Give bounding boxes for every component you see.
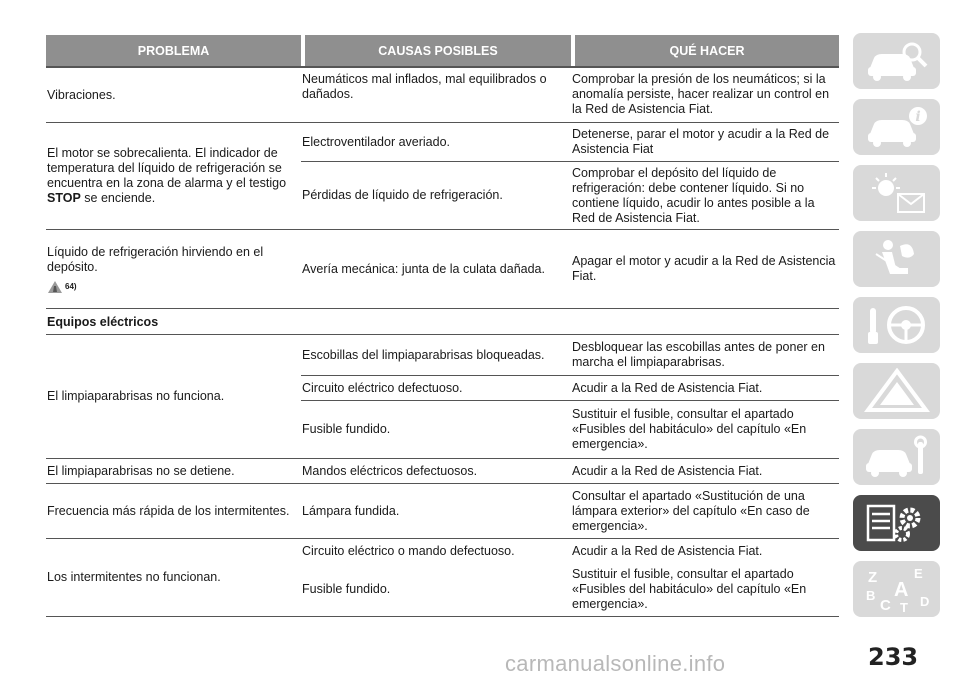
cause-cell: Fusible fundido. bbox=[302, 422, 391, 436]
car-info-icon bbox=[862, 104, 932, 150]
cause-cell: Avería mecánica: junta de la culata dañada. bbox=[302, 261, 545, 276]
tab-alphabetical-index[interactable] bbox=[853, 561, 940, 617]
index-letter: B bbox=[865, 588, 875, 603]
header-problem: PROBLEMA bbox=[46, 35, 301, 66]
table-row bbox=[46, 335, 839, 459]
table-row bbox=[46, 66, 839, 123]
car-search-icon bbox=[862, 38, 932, 84]
cause-cell: Circuito eléctrico defectuoso. bbox=[302, 380, 463, 395]
problem-cell: Vibraciones. bbox=[47, 87, 116, 102]
problem-text-tail: se enciende. bbox=[84, 191, 156, 205]
table-row bbox=[46, 123, 839, 230]
problem-cell: Frecuencia más rápida de los intermitentes. bbox=[47, 503, 290, 518]
action-cell: Apagar el motor y acudir a la Red de Asistencia Fiat. bbox=[572, 254, 836, 283]
table-header bbox=[46, 35, 839, 66]
watermark: carmanualsonline.info bbox=[505, 651, 726, 676]
section-title-electrical: Equipos eléctricos bbox=[46, 309, 839, 335]
alphabet-index-icon bbox=[862, 566, 932, 612]
table-row bbox=[46, 230, 839, 309]
tab-technical-data[interactable] bbox=[853, 495, 940, 551]
tab-emergency[interactable] bbox=[853, 363, 940, 419]
action-cell: Comprobar el depósito del líquido de refrigeración: debe contener líquido. Si no contiene líquido, acudir lo antes posible a la Red de Asistencia Fiat. bbox=[572, 165, 815, 225]
problem-cell bbox=[46, 123, 297, 229]
problem-cell: Los intermitentes no funcionan. bbox=[47, 570, 221, 584]
action-cell: Sustituir el fusible, consultar el apartado «Fusibles del habitáculo» del capítulo «En emergencia». bbox=[572, 567, 807, 611]
tab-maintenance[interactable] bbox=[853, 429, 940, 485]
action-cell: Comprobar la presión de los neumáticos; si la anomalía persiste, hacer realizar un control en la Red de Asistencia Fiat. bbox=[572, 72, 830, 116]
header-action: QUÉ HACER bbox=[575, 35, 839, 66]
index-letter: T bbox=[899, 600, 908, 612]
cause-cell: Neumáticos mal inflados, mal equilibrados o dañados. bbox=[302, 72, 547, 101]
cause-cell: Escobillas del limpiaparabrisas bloqueadas. bbox=[302, 347, 545, 362]
problem-text: El motor se sobrecalienta. El indicador de temperatura del líquido de refrigeración se encuentra en la zona de alarma y el testigo bbox=[47, 146, 287, 190]
problem-cell bbox=[46, 230, 297, 308]
warning-light-message-icon bbox=[862, 170, 932, 216]
action-cell: Desbloquear las escobillas antes de poner en marcha el limpiaparabrisas. bbox=[572, 340, 825, 369]
car-maintenance-wrench-icon bbox=[862, 434, 932, 480]
action-cell: Acudir a la Red de Asistencia Fiat. bbox=[572, 543, 763, 558]
cause-cell: Fusible fundido. bbox=[302, 582, 391, 596]
header-causes: CAUSAS POSIBLES bbox=[305, 35, 571, 66]
warning-hand-icon bbox=[47, 280, 63, 294]
problem-cell: El limpiaparabrisas no funciona. bbox=[47, 389, 225, 403]
cause-cell: Pérdidas de líquido de refrigeración. bbox=[302, 188, 503, 202]
table-row bbox=[46, 539, 839, 617]
action-cell: Acudir a la Red de Asistencia Fiat. bbox=[572, 380, 763, 395]
tab-car-info[interactable] bbox=[853, 99, 940, 155]
technical-data-gear-icon bbox=[862, 500, 932, 546]
index-letter: A bbox=[893, 579, 908, 601]
svg-text:i: i bbox=[914, 109, 921, 125]
seat-airbag-icon bbox=[862, 236, 932, 282]
cause-cell: Electroventilador averiado. bbox=[302, 134, 450, 149]
index-letter: Z bbox=[867, 569, 877, 586]
table-row bbox=[46, 484, 839, 539]
action-cell: Sustituir el fusible, consultar el apartado «Fusibles del habitáculo» del capítulo «En emergencia». bbox=[572, 407, 807, 451]
stop-indicator-label: STOP bbox=[47, 191, 81, 205]
key-steering-wheel-icon bbox=[862, 302, 932, 348]
warning-reference: 64) bbox=[65, 281, 77, 291]
tab-starting-driving[interactable] bbox=[853, 297, 940, 353]
cause-cell: Mandos eléctricos defectuosos. bbox=[302, 463, 478, 478]
tab-safety[interactable] bbox=[853, 231, 940, 287]
action-cell: Acudir a la Red de Asistencia Fiat. bbox=[572, 463, 763, 478]
cause-cell: Lámpara fundida. bbox=[302, 503, 400, 518]
problem-text: Líquido de refrigeración hirviendo en el depósito. bbox=[47, 244, 264, 274]
action-cell: Consultar el apartado «Sustitución de una lámpara exterior» del capítulo «En caso de emergencia». bbox=[572, 488, 810, 533]
chapter-tabs bbox=[853, 33, 940, 627]
breakdown-warning-triangle-icon bbox=[862, 368, 932, 414]
index-letter: E bbox=[913, 566, 923, 581]
tab-warning-lights[interactable] bbox=[853, 165, 940, 221]
troubleshooting-table bbox=[46, 35, 839, 617]
action-cell: Detenerse, parar el motor y acudir a la Red de Asistencia Fiat bbox=[572, 127, 830, 156]
problem-cell: El limpiaparabrisas no se detiene. bbox=[47, 463, 235, 478]
page-number: 233 bbox=[868, 643, 919, 671]
index-letter: D bbox=[919, 594, 929, 609]
index-letter: C bbox=[879, 597, 891, 612]
tab-car-search[interactable] bbox=[853, 33, 940, 89]
cause-cell: Circuito eléctrico o mando defectuoso. bbox=[302, 543, 515, 558]
table-row bbox=[46, 459, 839, 484]
